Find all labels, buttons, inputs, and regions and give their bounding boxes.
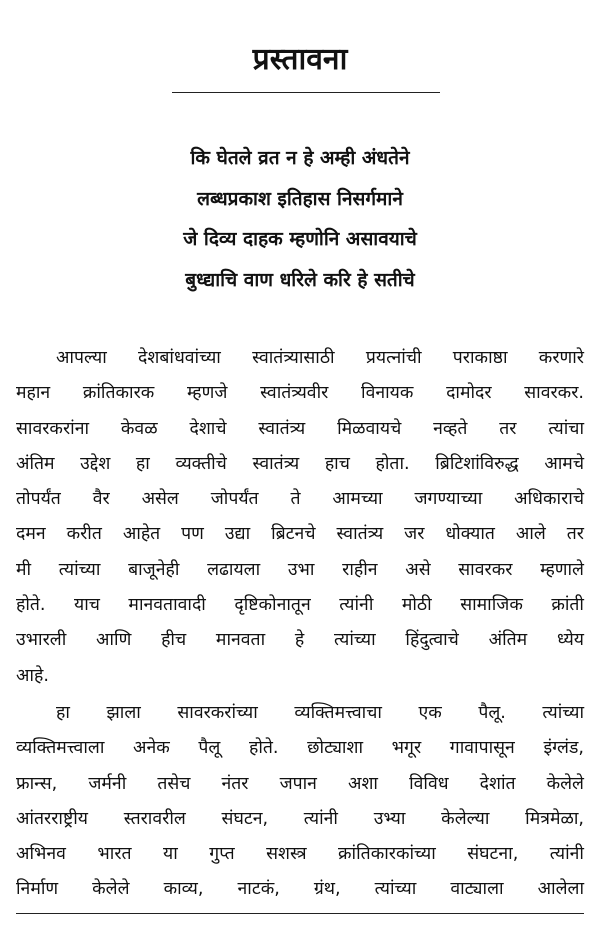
paragraph-line: आपल्या देशबांधवांच्या स्वातंत्र्यासाठी प्रयत्नांची पराकाष्ठा करणारे	[56, 348, 584, 368]
verse-line: कि घेतले व्रत न हे अम्ही अंधतेने	[190, 147, 410, 169]
paragraph-line: दमन करीत आहेत पण उद्या ब्रिटनचे स्वातंत्र्य जर धोक्यात आले तर	[16, 524, 584, 545]
paragraph-line: आहे.	[16, 665, 49, 686]
paragraph-line: अभिनव भारत या गुप्त सशस्त्र क्रांतिकारकांच्या संघटना, त्यांनी	[16, 844, 584, 865]
paragraph-line: मी त्यांच्या बाजूनेही लढायला उभा राहीन असे सावरकर म्हणाले	[16, 559, 584, 580]
paragraph-line: आंतरराष्ट्रीय स्तरावरील संघटन, त्यांनी उभ्या केलेल्या मित्रमेळा,	[16, 808, 584, 829]
verse-line: लब्धप्रकाश इतिहास निसर्गमाने	[197, 187, 403, 210]
bottom-divider	[16, 913, 584, 914]
title-underline	[172, 92, 440, 93]
paragraph-line: निर्माण केलेले काव्य, नाटकं, ग्रंथ, त्यांच्या वाट्याला आलेला	[16, 879, 584, 900]
paragraph-line: व्यक्तिमत्त्वाला अनेक पैलू होते. छोट्याशा भगूर गावापासून इंग्लंड,	[16, 738, 584, 759]
paragraph-line: हा झाला सावरकरांच्या व्यक्तिमत्त्वाचा एक पैलू. त्यांच्या	[56, 703, 584, 723]
verse-line: जे दिव्य दाहक म्हणोनि असावयाचे	[183, 228, 417, 250]
verse-line: बुध्द्याचि वाण धरिले करि हे सतीचे	[185, 268, 415, 291]
paragraph-line: महान क्रांतिकारक म्हणजे स्वातंत्र्यवीर विनायक दामोदर सावरकर.	[16, 383, 584, 404]
paragraph-line: अंतिम उद्देश हा व्यक्तीचे स्वातंत्र्य हाच होता. ब्रिटिशांविरुद्ध आमचे	[16, 453, 584, 474]
paragraph-2	[16, 696, 584, 908]
verse-block	[0, 138, 600, 300]
page-title: प्रस्तावना	[252, 42, 348, 77]
paragraph-line: उभारली आणि हीच मानवता हे त्यांच्या हिंदुत्वाचे अंतिम ध्येय	[16, 630, 584, 651]
paragraph-line: तोपर्यंत वैर असेल जोपर्यंत ते आमच्या जगण्याच्या अधिकाराचे	[16, 489, 584, 510]
paragraph-line: फ्रान्स, जर्मनी तसेच नंतर जपान अशा विविध देशांत केलेले	[16, 773, 584, 794]
paragraph-line: सावरकरांना केवळ देशाचे स्वातंत्र्य मिळवायचे नव्हते तर त्यांचा	[16, 418, 584, 439]
paragraph-line: होते. याच मानवतावादी दृष्टिकोनातून त्यांनी मोठी सामाजिक क्रांती	[16, 595, 584, 616]
paragraph-1	[16, 341, 584, 694]
